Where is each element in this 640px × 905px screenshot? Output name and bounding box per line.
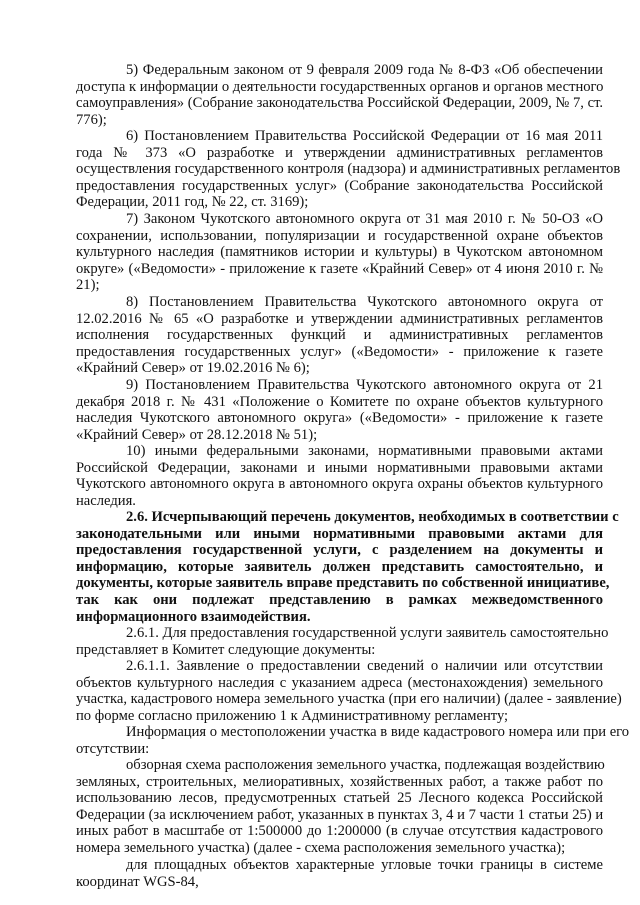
text-line: 5) Федеральным законом от 9 февраля 2009 года № 8-ФЗ «Об обеспечении xyxy=(126,62,603,78)
body-paragraph xyxy=(76,211,603,294)
text-line: «Крайний Север» от 19.02.2016 № 6); xyxy=(76,360,310,377)
text-line: 776); xyxy=(76,111,107,128)
text-line: культурного наследия (памятников истории и культуры) в Чукотском автономном xyxy=(76,244,603,261)
text-line: предоставления государственных услуг» (Собрание законодательства Российской xyxy=(76,177,603,194)
text-line: 8) Постановлением Правительства Чукотского автономного округа от xyxy=(126,294,603,310)
text-line: самоуправления» (Собрание законодательства Российской Федерации, 2009, № 7, ст. xyxy=(76,95,603,112)
text-line: представляет в Комитет следующие документы: xyxy=(76,641,376,658)
body-paragraph xyxy=(76,62,603,128)
text-line: доступа к информации о деятельности государственных органов и органов местного xyxy=(76,78,604,95)
body-paragraph xyxy=(76,757,603,857)
text-line: 2.6.1. Для предоставления государственной услуги заявитель самостоятельно xyxy=(126,625,609,641)
body-paragraph xyxy=(76,724,630,757)
text-line: Российской Федерации, законами и иными нормативными правовыми актами xyxy=(76,459,603,476)
text-line: обзорная схема расположения земельного участка, подлежащая воздействию xyxy=(126,757,605,773)
text-line: округе» («Ведомости» - приложение к газете «Крайний Север» от 4 июня 2010 г. № xyxy=(76,260,603,277)
text-line: Чукотского автономного округа в автономного округа охраны объектов культурного xyxy=(76,476,603,493)
text-line: декабря 2018 г. № 431 «Положение о Комитете по охране объектов культурного xyxy=(76,393,603,410)
text-line: 2.6. Исчерпывающий перечень документов, необходимых в соответствии с xyxy=(126,509,619,525)
body-paragraph xyxy=(76,443,603,509)
text-line: земляных, строительных, мелиоративных, хозяйственных работ, а также работ по xyxy=(76,773,603,790)
text-line: 9) Постановлением Правительства Чукотского автономного округа от 21 xyxy=(126,377,603,393)
body-paragraph xyxy=(76,128,621,211)
text-line: исполнения государственных функций и административных регламентов xyxy=(76,327,603,344)
text-line: сохранении, использовании, популяризации и государственной охране объектов xyxy=(76,227,603,244)
text-line: так как они подлежат представлению в рамках межведомственного xyxy=(76,591,603,608)
text-line: Информация о местоположении участка в виде кадастрового номера или при его xyxy=(126,724,630,740)
text-line: информационного взаимодействия. xyxy=(76,608,311,625)
text-line: по форме согласно приложению 1 к Административному регламенту; xyxy=(76,707,509,724)
text-line: наследия Чукотского автономного округа» («Ведомости» - приложение к газете xyxy=(76,410,603,427)
text-line: предоставления государственных услуг» («Ведомости» - приложение к газете xyxy=(76,343,603,360)
text-line: объектов культурного наследия с указанием адреса (местонахождения) земельного xyxy=(76,674,603,691)
text-line: осуществления государственного контроля (надзора) и административных регламентов xyxy=(76,161,621,178)
text-line: документы, которые заявитель вправе представить по собственной инициативе, xyxy=(76,575,610,592)
text-line: информацию, которые заявитель должен представить самостоятельно, и xyxy=(76,558,603,575)
text-line: года № 373 «О разработке и утверждении административных регламентов xyxy=(76,144,603,161)
text-line: «Крайний Север» от 28.12.2018 № 51); xyxy=(76,426,318,443)
text-line: законодательными или иными нормативными правовыми актами для xyxy=(76,525,603,542)
text-line: 12.02.2016 № 65 «О разработке и утверждении административных регламентов xyxy=(76,310,603,327)
text-line: 6) Постановлением Правительства Российской Федерации от 16 мая 2011 xyxy=(126,128,603,144)
body-paragraph xyxy=(76,857,603,890)
text-line: 10) иными федеральными законами, нормативными правовыми актами xyxy=(126,443,603,459)
text-line: использованию лесов, предусмотренных статьей 25 Лесного кодекса Российской xyxy=(76,790,603,807)
body-paragraph xyxy=(76,658,622,724)
section-heading-paragraph xyxy=(76,509,619,625)
text-line: участка, кадастрового номера земельного участка (при его наличии) (далее - заявление) xyxy=(76,691,622,708)
text-line: иных работ в масштабе от 1:500000 до 1:200000 (в случае отсутствия кадастрового xyxy=(76,823,603,840)
text-line: Федерации (за исключением работ, указанных в пунктах 3, 4 и 7 части 1 статьи 25) и xyxy=(76,806,604,823)
body-paragraph xyxy=(76,625,609,658)
text-line: Федерации, 2011 год, № 22, ст. 3169); xyxy=(76,194,309,211)
text-line: отсутствии: xyxy=(76,740,150,757)
text-line: для площадных объектов характерные угловые точки границы в системе xyxy=(126,857,603,873)
text-line: предоставления государственной услуги, с разделением на документы и xyxy=(76,542,603,559)
body-paragraph xyxy=(76,377,603,443)
text-line: 21); xyxy=(76,277,100,294)
text-line: номера земельного участка) (далее - схема расположения земельного участка); xyxy=(76,839,566,856)
text-line: 2.6.1.1. Заявление о предоставлении сведений о наличии или отсутствии xyxy=(126,658,603,674)
text-line: 7) Законом Чукотского автономного округа от 31 мая 2010 г. № 50-ОЗ «О xyxy=(126,211,603,227)
text-line: координат WGS-84, xyxy=(76,873,199,890)
text-line: наследия. xyxy=(76,492,136,509)
body-paragraph xyxy=(76,294,603,377)
